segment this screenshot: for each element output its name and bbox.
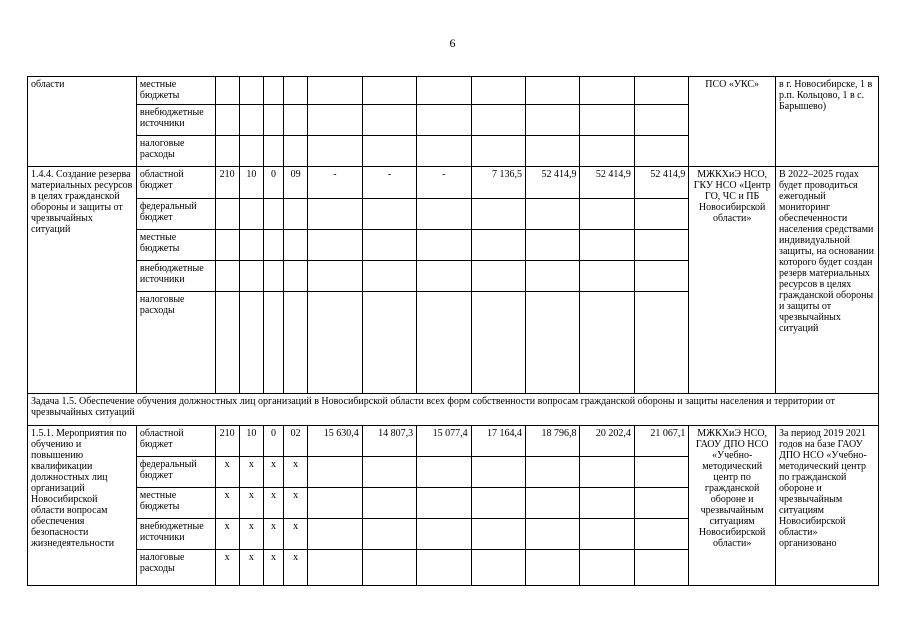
x-mark: х (284, 457, 308, 488)
funding-source: налоговые расходы (136, 550, 215, 586)
executor: МЖКХиЭ НСО, ГАОУ ДПО НСО «Учебно-методический центр по гражданской обороне и чрезвычайным ситуациям Новосибирской области» (689, 426, 776, 586)
funding-source: федеральный бюджет (136, 457, 215, 488)
code-cell: 210 (215, 426, 239, 457)
value-cell: 17 164,4 (471, 426, 525, 457)
value-cell: 52 414,9 (634, 167, 688, 199)
funding-source: местные бюджеты (136, 230, 215, 261)
funding-source: внебюджетные источники (136, 519, 215, 550)
code-cell: 02 (284, 426, 308, 457)
expected-result: в г. Новосибирске, 1 в р.п. Кольцово, 1 в с. Барышево) (776, 77, 879, 167)
event-name: 1.4.4. Создание резерва материальных ресурсов в целях гражданской обороны и защиты от чрезвычайных ситуаций (28, 167, 137, 394)
x-mark: х (239, 488, 263, 519)
funding-source: местные бюджеты (136, 488, 215, 519)
task-heading: Задача 1.5. Обеспечение обучения должностных лиц организаций в Новосибирской области всех форм собственности вопросам гражданской обороны и защиты населения и территории от чрезвычайных ситуаций (28, 394, 879, 426)
funding-source: местные бюджеты (136, 77, 215, 105)
value-cell: - (362, 167, 416, 199)
value-cell: 20 202,4 (580, 426, 634, 457)
funding-source: федеральный бюджет (136, 199, 215, 230)
value-cell: 14 807,3 (362, 426, 416, 457)
x-mark: х (263, 488, 283, 519)
x-mark: х (239, 550, 263, 586)
event-name: области (28, 77, 137, 167)
executor: ПСО «УКС» (689, 77, 776, 167)
expected-result: В 2022–2025 годах будет проводиться ежегодный мониторинг обеспеченности населения средствами индивидуальной защиты, на основании которого будет создан резерв материальных ресурсов в целях гражданской обороны и защиты от чрезвычайных ситуаций (776, 167, 879, 394)
x-mark: х (239, 519, 263, 550)
value-cell: 7 136,5 (471, 167, 525, 199)
code-cell: 0 (263, 426, 283, 457)
x-mark: х (284, 550, 308, 586)
expected-result: За период 2019 2021 годов на базе ГАОУ ДПО НСО «Учебно-методический центр по гражданской обороне и чрезвычайным ситуациям Новосибирской области» организовано (776, 426, 879, 586)
page-number: 6 (449, 36, 456, 50)
x-mark: х (284, 488, 308, 519)
x-mark: х (263, 457, 283, 488)
value-cell: 15 077,4 (417, 426, 471, 457)
x-mark: х (263, 550, 283, 586)
value-cell: - (417, 167, 471, 199)
x-mark: х (215, 519, 239, 550)
funding-source: налоговые расходы (136, 292, 215, 394)
x-mark: х (215, 550, 239, 586)
funding-source: областной бюджет (136, 167, 215, 199)
value-cell: - (308, 167, 362, 199)
value-cell: 18 796,8 (526, 426, 580, 457)
table-row (28, 77, 879, 105)
code-cell: 09 (284, 167, 308, 199)
funding-source: областной бюджет (136, 426, 215, 457)
funding-source: внебюджетные источники (136, 105, 215, 136)
code-cell: 10 (239, 426, 263, 457)
program-table (27, 76, 879, 586)
value-cell: 15 630,4 (308, 426, 362, 457)
funding-source: налоговые расходы (136, 136, 215, 167)
value-cell: 21 067,1 (634, 426, 688, 457)
x-mark: х (215, 457, 239, 488)
table-row (28, 394, 879, 426)
x-mark: х (284, 519, 308, 550)
table-row (28, 426, 879, 457)
value-cell: 52 414,9 (526, 167, 580, 199)
code-cell: 210 (215, 167, 239, 199)
event-name: 1.5.1. Мероприятия по обучению и повышению квалификации должностных лиц организаций Новосибирской области вопросам обеспечения безопасности жизнедеятельности (28, 426, 137, 586)
executor: МЖКХиЭ НСО, ГКУ НСО «Центр ГО, ЧС и ПБ Новосибирской области» (689, 167, 776, 394)
table-row (28, 167, 879, 199)
funding-source: внебюджетные источники (136, 261, 215, 292)
value-cell: 52 414,9 (580, 167, 634, 199)
x-mark: х (215, 488, 239, 519)
code-cell: 10 (239, 167, 263, 199)
code-cell: 0 (263, 167, 283, 199)
x-mark: х (263, 519, 283, 550)
x-mark: х (239, 457, 263, 488)
